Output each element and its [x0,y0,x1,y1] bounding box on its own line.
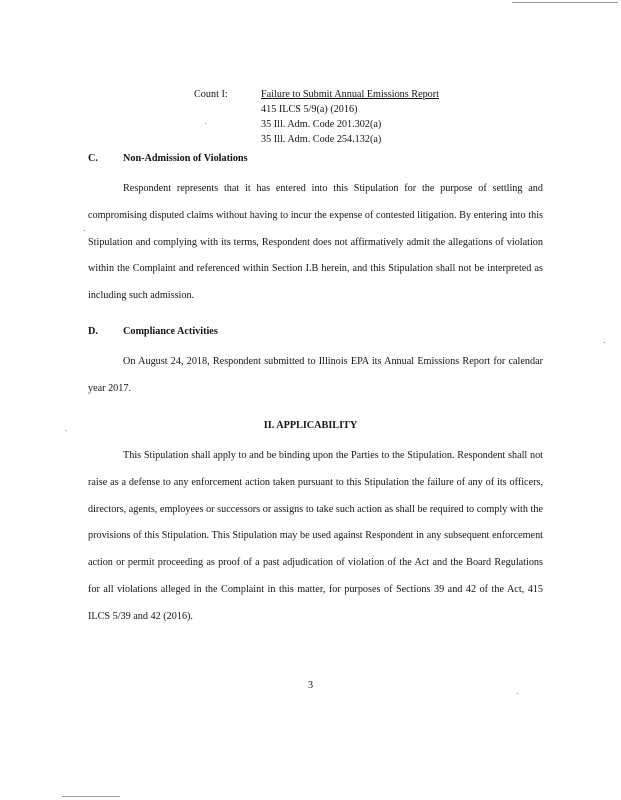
scan-speck [84,230,85,231]
count-citation: 35 Ill. Adm. Code 254.132(a) [261,134,382,145]
scan-speck [205,123,206,124]
section-d-paragraph: On August 24, 2018, Respondent submitted to Illinois EPA its Annual Emissions Report for calendar year 2017. [88,356,543,394]
count-details [261,87,439,147]
count-label: Count I: [194,89,228,100]
page-number: 3 [307,680,314,691]
section-d-title: Compliance Activities [123,326,218,337]
section-ii-paragraph: This Stipulation shall apply to and be binding upon the Parties to the Stipulation. Respondent shall not raise as a defense to any enforcement action taken pursuant to this Stipulation the failure of any of its officers, directors, agents, employees or successors or assigns to take such action as shall be required to comply with the provisions of this Stipulation. This Stipulation may be used against Respondent in any subsequent enforcement action or permit proceeding as proof of a past adjudication of violation of the Act and the Board Regulations for all violations alleged in the Complaint in this matter, for purposes of Sections 39 and 42 of the Act, 415 ILCS 5/39 and 42 (2016). [88,450,543,622]
section-c-title: Non-Admission of Violations [123,153,248,164]
section-ii-heading: II. APPLICABILITY [263,420,358,431]
count-citation: 35 Ill. Adm. Code 201.302(a) [261,119,382,130]
section-c-letter: C. [88,153,98,164]
scan-edge-bottom [62,796,120,797]
count-title: Failure to Submit Annual Emissions Report [261,89,439,100]
scan-edge-top [512,2,618,3]
scan-speck [517,693,518,694]
section-d-letter: D. [88,326,98,337]
section-c-paragraph: Respondent represents that it has entered into this Stipulation for the purpose of settling and compromising disputed claims without having to incur the expense of contested litigation. By entering into this Stipulation and complying with its terms, Respondent does not affirmatively admit the allegations of violation within the Complaint and referenced within Section I.B herein, and this Stipulation shall not be interpreted as including such admission. [88,183,543,302]
scan-speck [604,342,605,343]
count-citation: 415 ILCS 5/9(a) (2016) [261,104,358,115]
